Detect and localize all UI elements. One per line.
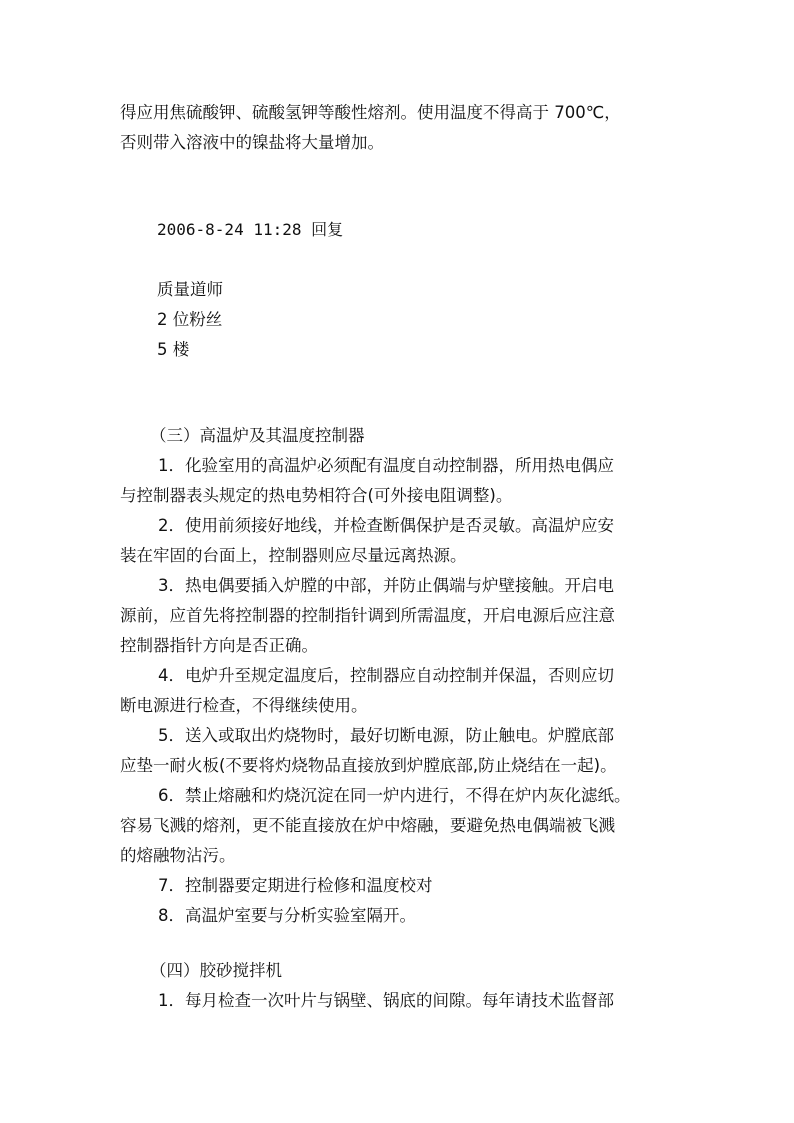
section-3-line: 7．控制器要定期进行检修和温度校对 [158,876,433,895]
reply-floor-number: 5 楼 [157,340,190,359]
reply-timestamp: 2006-8-24 11:28 回复 [157,220,344,239]
intro-line-2: 否则带入溶液中的镍盐将大量增加。 [120,133,384,152]
section-3-line: 8．高温炉室要与分析实验室隔开。 [158,906,416,925]
section-3-line: 的熔融物沾污。 [120,846,236,865]
section-3-line: 装在牢固的台面上，控制器则应尽量远离热源。 [120,546,467,565]
section-3-line: 与控制器表头规定的热电势相符合(可外接电阻调整)。 [120,486,513,505]
section-3-line: 4．电炉升至规定温度后，控制器应自动控制并保温，否则应切 [158,666,614,685]
section-4-heading: （四）胶砂搅拌机 [150,961,282,980]
section-3-line: 容易飞溅的熔剂，更不能直接放在炉中熔融，要避免热电偶端被飞溅 [120,816,615,835]
section-3-line: 6．禁止熔融和灼烧沉淀在同一炉内进行，不得在炉内灰化滤纸。 [158,786,631,805]
reply-fans-count: 2 位粉丝 [157,310,223,329]
section-3-line: 1．化验室用的高温炉必须配有温度自动控制器，所用热电偶应 [158,456,614,475]
section-4-line: 1．每月检查一次叶片与锅壁、锅底的间隙。每年请技术监督部 [158,991,614,1010]
section-3-line: 控制器指针方向是否正确。 [120,636,318,655]
section-3-line: 应垫一耐火板(不要将灼烧物品直接放到炉膛底部,防止烧结在一起)。 [120,756,617,775]
section-3-line: 2．使用前须接好地线，并检查断偶保护是否灵敏。高温炉应安 [158,516,614,535]
section-3-line: 3．热电偶要插入炉膛的中部，并防止偶端与炉壁接触。开启电 [158,576,614,595]
section-3-line: 源前，应首先将控制器的控制指针调到所需温度，开启电源后应注意 [120,606,615,625]
section-3-line: 5．送入或取出灼烧物时，最好切断电源，防止触电。炉膛底部 [158,726,614,745]
section-3-line: 断电源进行检查，不得继续使用。 [120,696,368,715]
section-3-heading: （三）高温炉及其温度控制器 [150,426,365,445]
reply-username[interactable]: 质量道师 [157,280,223,299]
intro-line-1: 得应用焦硫酸钾、硫酸氢钾等酸性熔剂。使用温度不得高于 700℃， [120,103,621,122]
